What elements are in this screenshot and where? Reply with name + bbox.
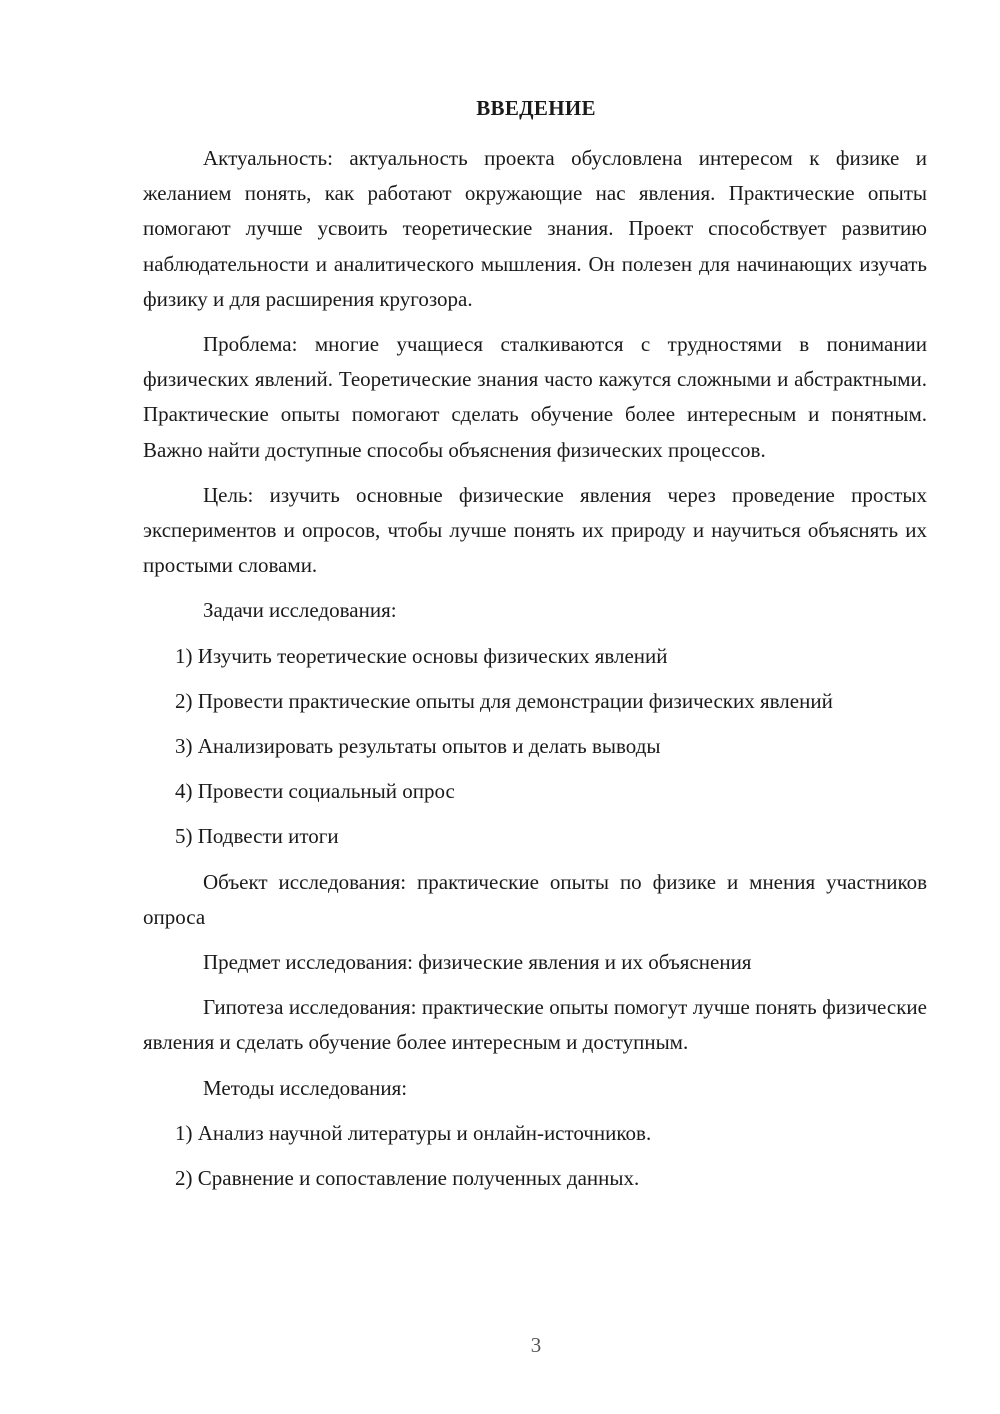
task-item: 4) Провести социальный опрос [175, 779, 455, 804]
tasks-list [143, 639, 927, 855]
hypothesis-paragraph: Гипотеза исследования: практические опыты помогут лучше понять физические явления и сделать обучение более интересным и доступным. [143, 995, 927, 1055]
method-item: 1) Анализ научной литературы и онлайн-источников. [175, 1120, 652, 1145]
methods-heading: Методы исследования: [203, 1075, 408, 1100]
methods-list [143, 1116, 927, 1196]
document-body [143, 141, 927, 1206]
goal-paragraph: Цель: изучить основные физические явления через проведение простых экспериментов и опросов, чтобы лучше понять их природу и научиться объяснять их простыми словами. [143, 482, 927, 578]
task-item: 5) Подвести итоги [175, 824, 339, 849]
subject-paragraph: Предмет исследования: физические явления и их объяснения [203, 950, 752, 975]
task-item: 3) Анализировать результаты опытов и делать выводы [175, 734, 661, 759]
tasks-heading: Задачи исследования: [203, 598, 397, 623]
object-paragraph: Объект исследования: практические опыты по физике и мнения участников опроса [143, 869, 927, 929]
page-title: ВВЕДЕНИЕ [476, 96, 596, 120]
problem-paragraph: Проблема: многие учащиеся сталкиваются с трудностями в понимании физических явлений. Теоретические знания часто кажутся сложными и абстрактными. Практические опыты помогают сделать обучение более интересным и понятным. Важно найти доступные способы объяснения физических процессов. [143, 332, 927, 462]
task-item: 1) Изучить теоретические основы физических явлений [175, 643, 668, 668]
task-item: 2) Провести практические опыты для демонстрации физических явлений [175, 688, 833, 713]
page-number: 3 [530, 1333, 542, 1357]
relevance-paragraph: Актуальность: актуальность проекта обусловлена интересом к физике и желанием понять, как работают окружающие нас явления. Практические опыты помогают лучше усвоить теоретические знания. Проект способствует развитию наблюдательности и аналитического мышления. Он полезен для начинающих изучать физику и для расширения кругозора. [143, 146, 927, 311]
method-item: 2) Сравнение и сопоставление полученных данных. [175, 1166, 640, 1191]
